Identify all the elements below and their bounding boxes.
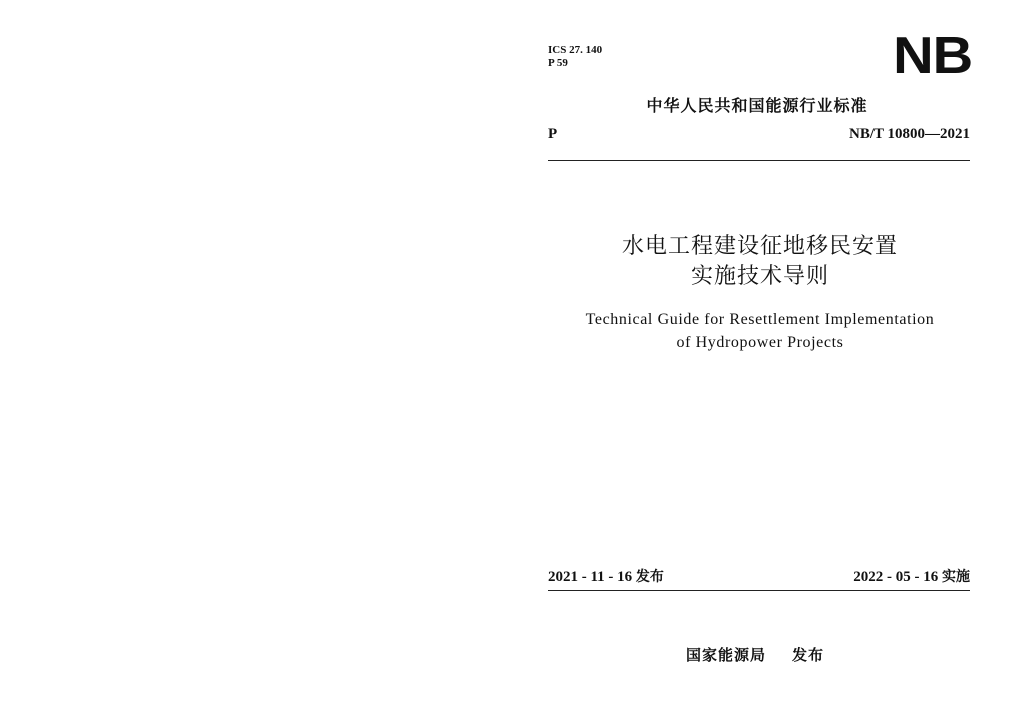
implementation-label: 实施 xyxy=(942,569,970,585)
publisher-action: 发布 xyxy=(792,646,825,664)
issue-date: 2021 - 11 - 16 xyxy=(548,569,633,585)
nb-logo: NB xyxy=(893,27,972,85)
standard-number: NB/T 10800—2021 xyxy=(849,126,970,142)
ccs-code: P 59 xyxy=(548,57,568,69)
top-divider xyxy=(548,160,970,161)
ics-code: ICS 27. 140 xyxy=(548,44,603,56)
bottom-divider xyxy=(548,590,970,591)
standard-category-heading: 中华人民共和国能源行业标准 xyxy=(646,96,868,115)
standard-class-code: P xyxy=(548,126,558,142)
publisher-line xyxy=(686,644,824,665)
issue-label: 发布 xyxy=(635,569,664,585)
issue-date-block xyxy=(548,566,664,586)
chinese-title xyxy=(512,232,1008,292)
classification-block xyxy=(548,44,602,70)
english-title-line-1: Technical Guide for Resettlement Implementation xyxy=(585,311,935,328)
english-title xyxy=(512,308,1008,354)
cover-page xyxy=(512,0,1024,717)
chinese-title-line-1: 水电工程建设征地移民安置 xyxy=(621,234,898,259)
publisher-name: 国家能源局 xyxy=(686,646,767,664)
english-title-line-2: of Hydropower Projects xyxy=(676,334,844,351)
implementation-date: 2022 - 05 - 16 xyxy=(853,569,939,585)
implementation-date-block xyxy=(853,566,970,586)
chinese-title-line-2: 实施技术导则 xyxy=(690,264,829,289)
